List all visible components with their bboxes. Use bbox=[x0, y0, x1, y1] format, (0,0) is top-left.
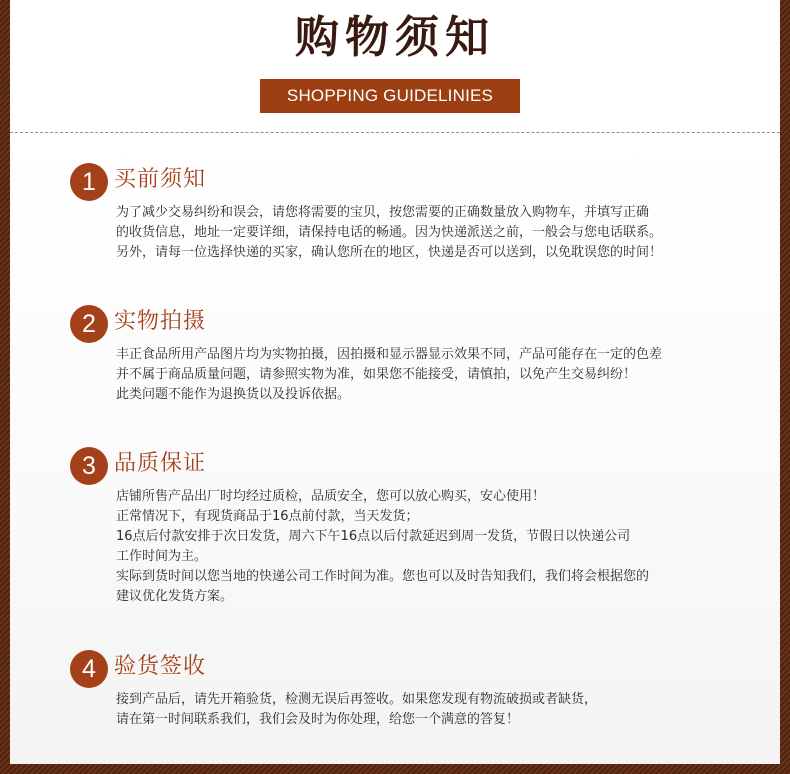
header bbox=[10, 0, 780, 134]
guidelines-panel bbox=[10, 0, 780, 764]
section-text bbox=[116, 690, 756, 730]
guidelines-body bbox=[10, 135, 780, 764]
text-line: 接到产品后，请先开箱验货，检测无误后再签收。如果您发现有物流破损或者缺货， bbox=[116, 692, 598, 707]
text-line: 请在第一时间联系我们，我们会及时为你处理，给您一个满意的答复！ bbox=[116, 712, 520, 727]
section-text bbox=[116, 487, 756, 607]
section-number-badge: 3 bbox=[70, 447, 108, 485]
section-number-badge: 1 bbox=[70, 163, 108, 201]
section-title: 品质保证 bbox=[114, 451, 207, 476]
page-title: 购物须知 bbox=[295, 12, 495, 63]
text-line: 为了减少交易纠纷和误会，请您将需要的宝贝，按您需要的正确数量放入购物车，并填写正确 bbox=[116, 205, 650, 220]
text-line: 另外，请每一位选择快递的买家，确认您所在的地区，快递是否可以送到，以免耽误您的时间！ bbox=[116, 245, 663, 260]
text-line: 正常情况下，有现货商品于16点前付款，当天发货； bbox=[116, 509, 419, 524]
text-line: 工作时间为主。 bbox=[116, 549, 208, 564]
text-line: 实际到货时间以您当地的快递公司工作时间为准。您也可以及时告知我们，我们将会根据您的 bbox=[116, 569, 650, 584]
section-text bbox=[116, 345, 756, 405]
section-text bbox=[116, 203, 756, 263]
section-number-badge: 4 bbox=[70, 650, 108, 688]
text-line: 并不属于商品质量问题，请参照实物为准，如果您不能接受，请慎拍，以免产生交易纠纷！ bbox=[116, 367, 637, 382]
dashed-divider bbox=[10, 132, 780, 133]
section-title: 验货签收 bbox=[114, 654, 207, 679]
text-line: 此类问题不能作为退换货以及投诉依据。 bbox=[116, 387, 351, 402]
subtitle-banner: SHOPPING GUIDELINIES bbox=[260, 79, 520, 113]
text-line: 建议优化发货方案。 bbox=[116, 589, 234, 604]
section-title: 买前须知 bbox=[114, 167, 207, 192]
text-line: 丰正食品所用产品图片均为实物拍摄，因拍摄和显示器显示效果不同，产品可能存在一定的色差 bbox=[116, 347, 663, 362]
section-title: 实物拍摄 bbox=[114, 309, 207, 334]
section-number-badge: 2 bbox=[70, 305, 108, 343]
text-line: 店铺所售产品出厂时均经过质检，品质安全，您可以放心购买，安心使用！ bbox=[116, 489, 546, 504]
text-line: 的收货信息，地址一定要详细，请保持电话的畅通。因为快递派送之前，一般会与您电话联系。 bbox=[116, 225, 663, 240]
text-line: 16点后付款安排于次日发货，周六下午16点以后付款延迟到周一发货，节假日以快递公司 bbox=[116, 529, 631, 544]
